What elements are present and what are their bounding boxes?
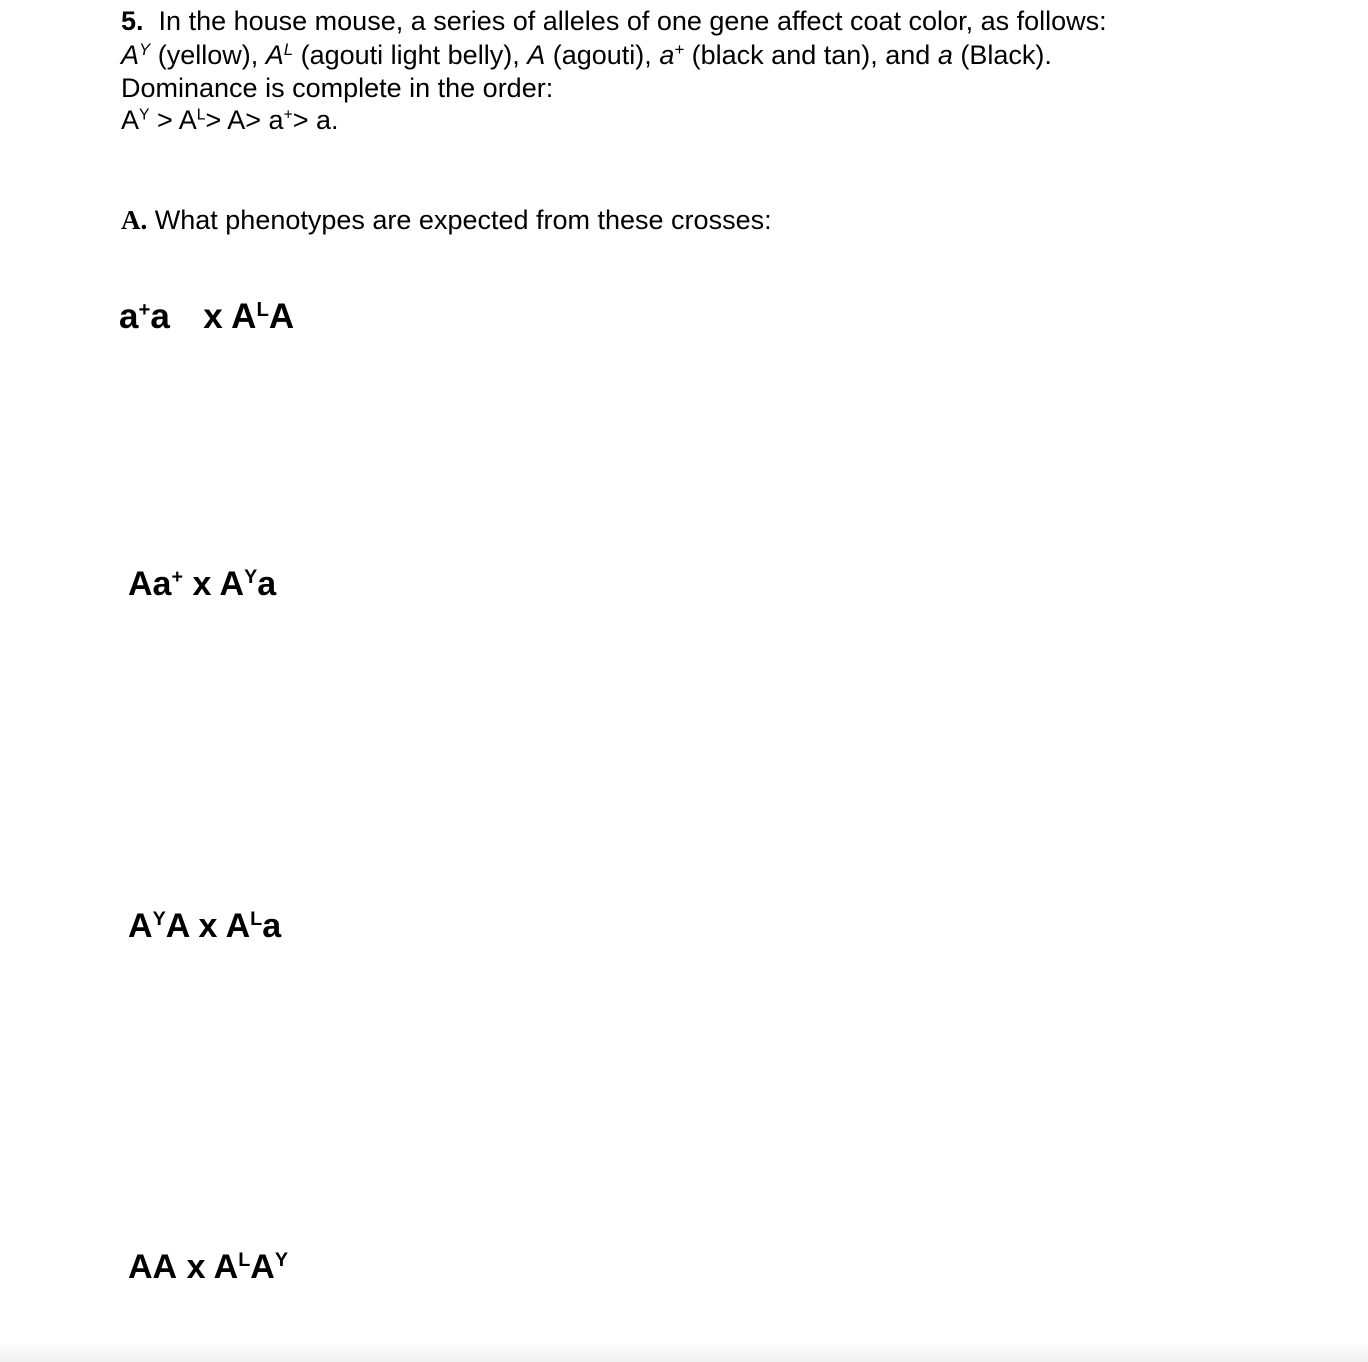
allele-agouti-symbol: A <box>527 40 546 70</box>
question-intro <box>121 4 1321 136</box>
cross-3 <box>128 906 281 946</box>
allele-list <box>121 38 1321 72</box>
allele-light-belly-desc: (agouti light belly), <box>300 40 520 70</box>
cross-4 <box>128 1247 288 1287</box>
cross-4-times: x <box>186 1248 206 1286</box>
question-number: 5. <box>121 6 144 36</box>
part-a-letter: A. <box>121 205 148 235</box>
dominance-order: $A^Y > A^L> A> a^+> a$. <box>121 105 339 135</box>
intro-text: In the house mouse, a series of alleles of one gene affect coat color, as follows: <box>158 6 1107 36</box>
cross-1-parent-1: a+a <box>119 297 170 336</box>
cross-4-parent-2: $A^LA^Y$ <box>213 1248 288 1286</box>
allele-black-symbol: a <box>937 40 953 70</box>
allele-yellow-desc: (yellow), <box>157 40 259 70</box>
page-bottom-edge <box>0 1340 1368 1362</box>
part-a-prompt <box>121 203 772 237</box>
cross-1-parent-2: $A^LA$ <box>231 297 295 336</box>
allele-black-tan-symbol: a+ <box>659 39 685 70</box>
part-a-text: What phenotypes are expected from these crosses: <box>154 205 772 235</box>
allele-black-desc: (Black). <box>960 40 1052 70</box>
intro-line-1 <box>121 4 1321 38</box>
cross-3-parent-2: $A^La$ <box>225 907 282 945</box>
cross-2-times: x <box>192 565 212 603</box>
allele-yellow-symbol: $A^Y$ <box>121 39 151 70</box>
cross-2-parent-2: $A^Ya$ <box>219 565 277 603</box>
cross-2-parent-1: Aa+ <box>128 565 183 603</box>
cross-3-times: x <box>198 907 218 945</box>
cross-4-parent-1: AA <box>128 1248 178 1286</box>
cross-1 <box>119 297 294 337</box>
cross-1-times: x <box>203 297 223 336</box>
cross-2 <box>128 564 276 604</box>
allele-black-tan-desc: (black and tan), and <box>691 40 931 70</box>
cross-3-parent-1: $A^YA$ <box>128 907 190 945</box>
allele-light-belly-symbol: $A^L$ <box>265 39 294 70</box>
dominance-text: Dominance is complete in the order: <box>121 73 554 103</box>
allele-agouti-desc: (agouti), <box>552 40 652 70</box>
